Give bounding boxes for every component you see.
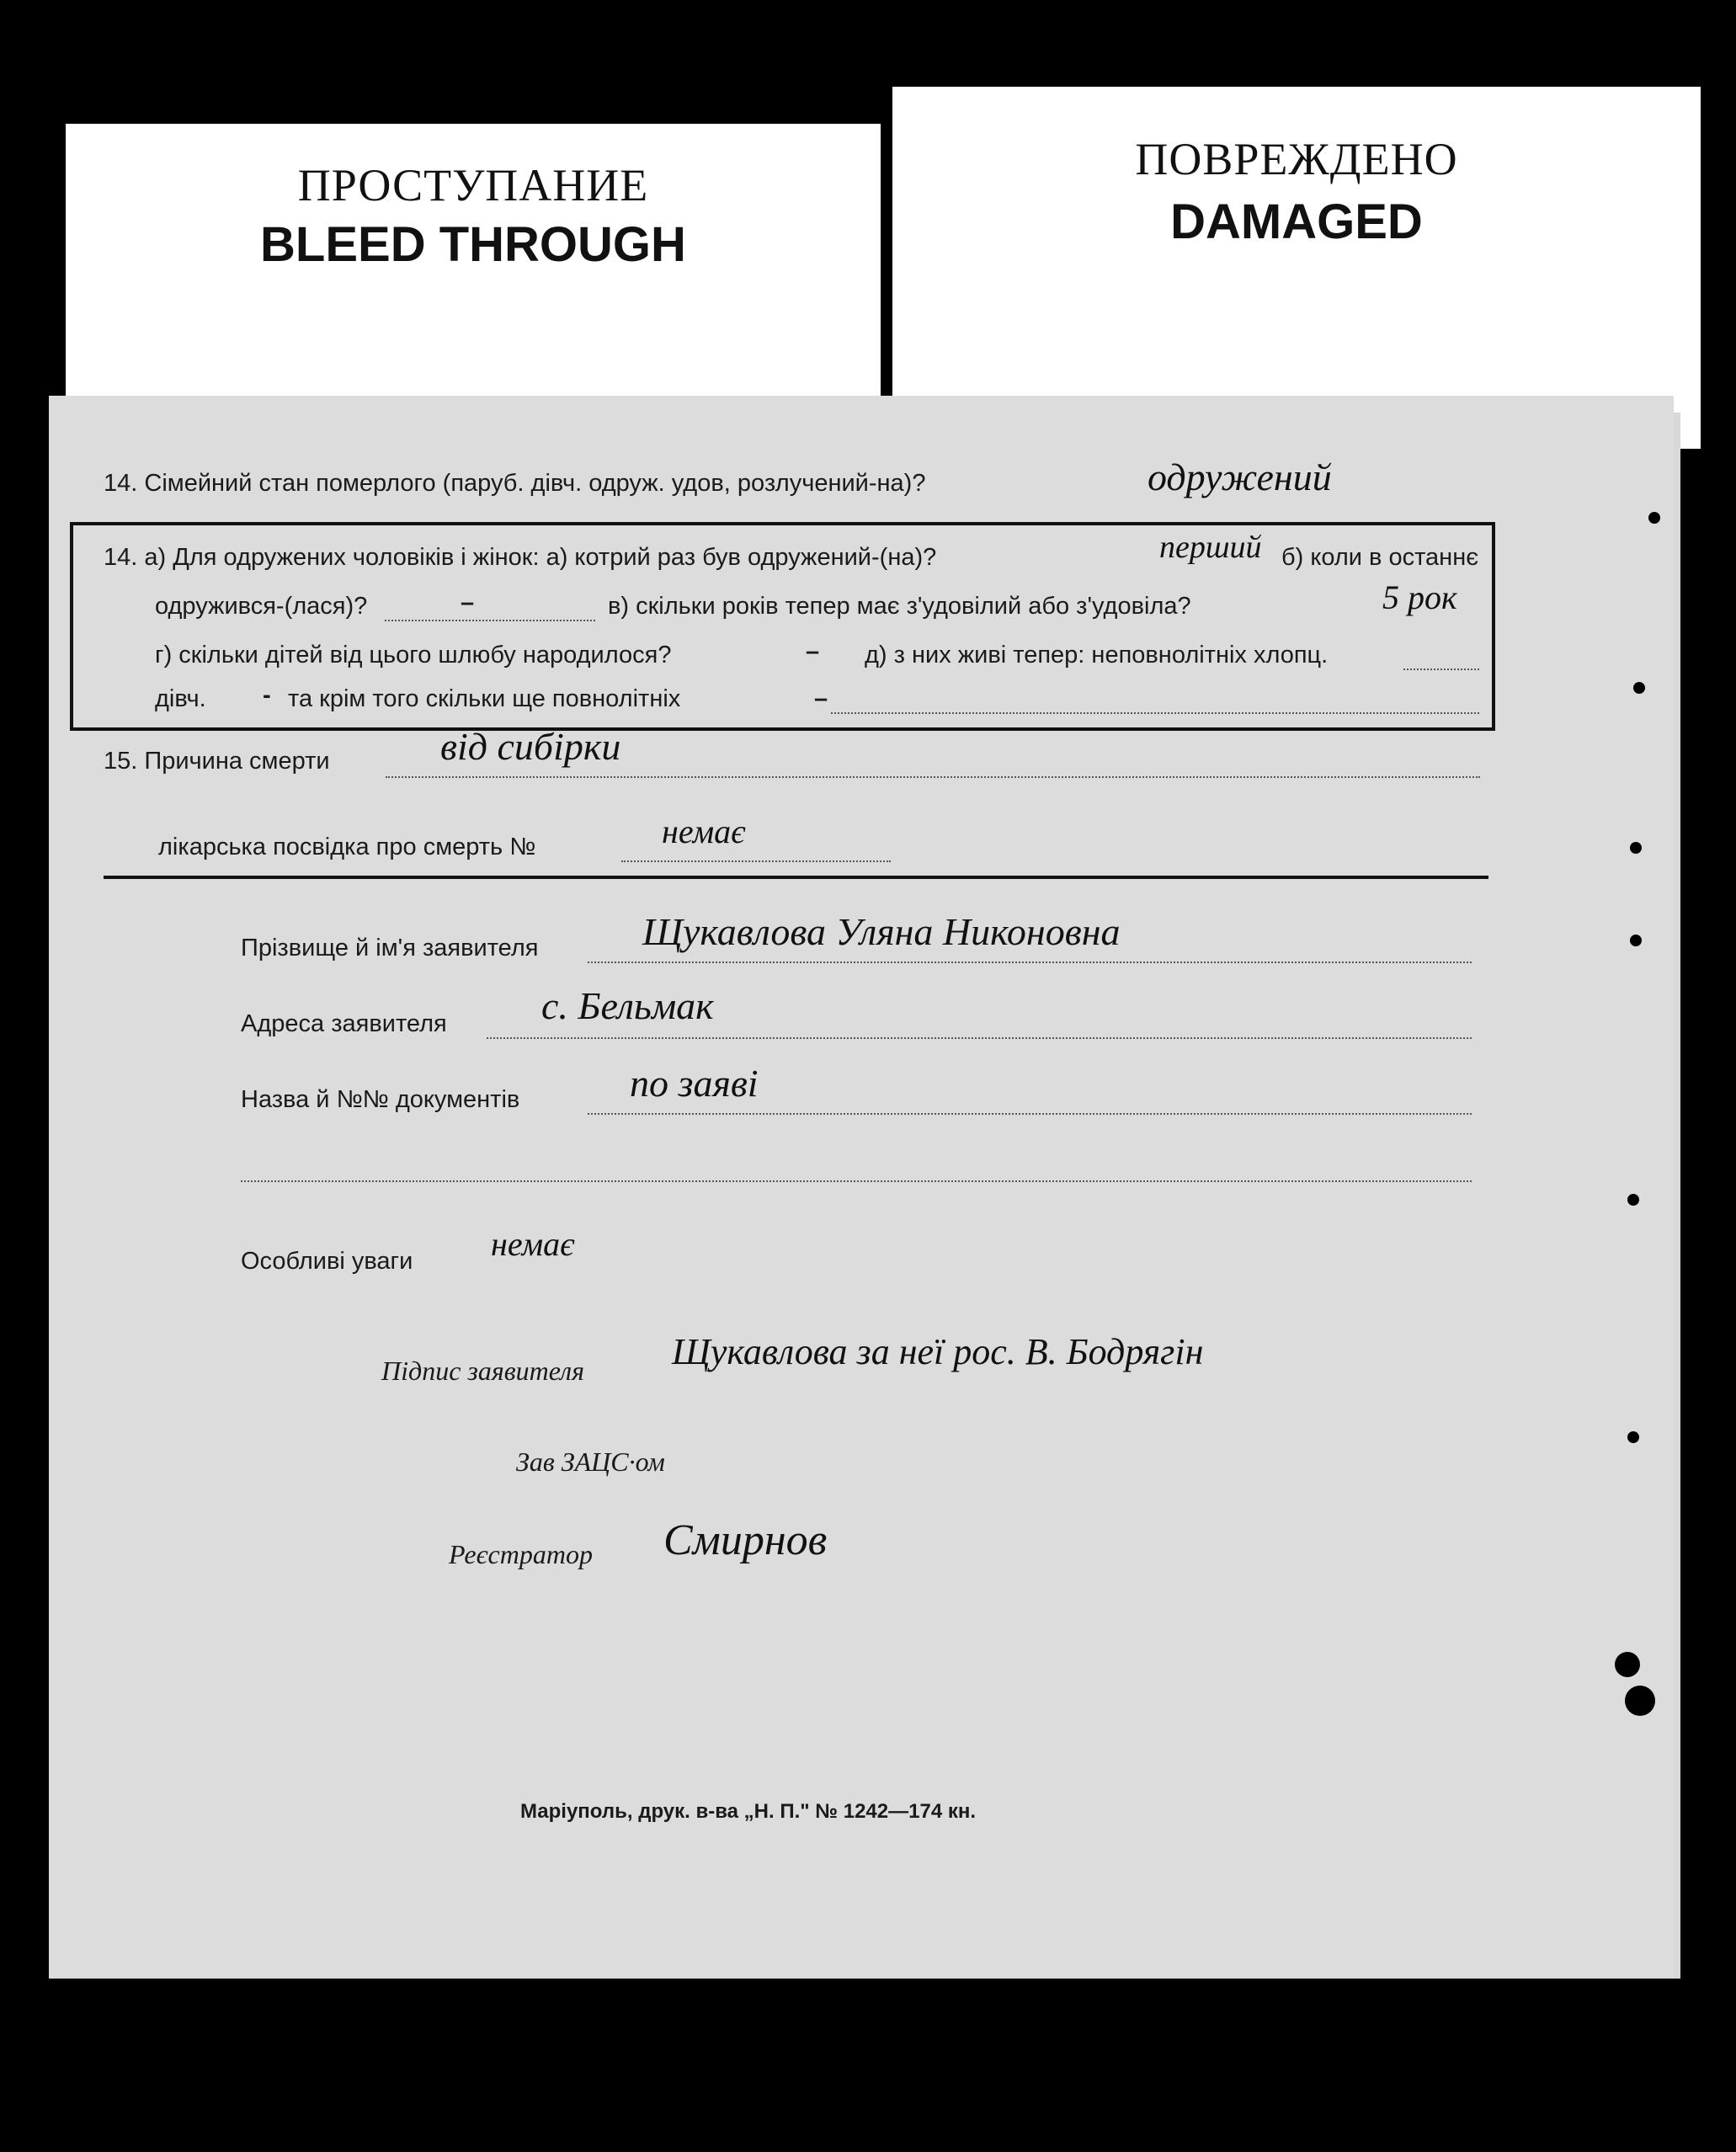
cause-of-death-value: від сибірки <box>440 725 621 768</box>
binder-hole <box>1633 682 1645 694</box>
medical-certificate-value: немає <box>662 812 746 850</box>
documents-value: по заяві <box>630 1062 759 1105</box>
marital-status-value: одружений <box>1148 455 1332 498</box>
marital-status-label: 14. Сімейний стан померлого (паруб. дівч. одруж. удов, розлучений-на)? <box>104 470 926 497</box>
applicant-name-value: Щукавлова Уляна Никоновна <box>642 910 1121 953</box>
death-record-form <box>49 396 1674 1979</box>
widowhood-years-label: в) скільки років тепер має з'удовілий або з'удовіла? <box>608 593 1191 620</box>
children-born-value: – <box>806 638 820 665</box>
daughters-label: дівч. <box>155 685 206 712</box>
documents-label: Назва й №№ документів <box>241 1086 520 1113</box>
registrar-label: Реєстратор <box>449 1539 593 1569</box>
applicant-name-label: Прізвище й ім'я заявителя <box>241 935 539 961</box>
medical-certificate-label: лікарська посвідка про смерть № <box>158 834 536 860</box>
applicant-address-label: Адреса заявителя <box>241 1010 447 1037</box>
binder-hole <box>1648 512 1660 524</box>
marriage-details-box <box>70 522 1495 731</box>
registrar-signature-value: Смирнов <box>663 1516 828 1564</box>
binder-hole <box>1627 1431 1639 1443</box>
cause-of-death-label: 15. Причина смерти <box>104 748 330 775</box>
marriage-count-label: 14. а) Для одружених чоловіків і жінок: а) котрий раз був одружений-(на)? <box>104 544 937 571</box>
binder-hole <box>1627 1194 1639 1206</box>
applicant-signature-value: Щукавлова за неї рос. В. Бодрягін <box>672 1331 1204 1372</box>
last-married-label: одружився-(лася)? <box>155 593 368 620</box>
marriage-count-value: перший <box>1159 530 1262 565</box>
widowhood-years-value: 5 рок <box>1382 578 1457 616</box>
binder-hole <box>1615 1652 1640 1677</box>
children-born-label: г) скільки дітей від цього шлюбу народилося? <box>155 642 672 669</box>
adult-children-label: та крім того скільки ще повнолітніх <box>288 685 681 712</box>
binder-hole <box>1630 935 1642 946</box>
binder-hole <box>1630 842 1642 854</box>
daughters-value: - <box>263 682 271 709</box>
bleed-through-en: BLEED THROUGH <box>260 217 686 272</box>
special-notes-label: Особливі уваги <box>241 1248 413 1275</box>
printer-imprint: Маріуполь, друк. в-ва „Н. П." № 1242—174 кн. <box>520 1800 977 1823</box>
binder-hole <box>1625 1686 1655 1716</box>
registry-head-label: Зав ЗАЦС·ом <box>516 1446 665 1477</box>
last-marriage-label: б) коли в останнє <box>1281 544 1479 571</box>
last-married-value: – <box>461 589 475 616</box>
damaged-en: DAMAGED <box>1170 194 1423 249</box>
applicant-address-value: с. Бельмак <box>541 984 714 1027</box>
section-rule <box>104 876 1488 879</box>
children-alive-label: д) з них живі тепер: неповнолітніх хлопц. <box>865 642 1329 669</box>
damaged-ru: ПОВРЕЖДЕНО <box>1135 134 1458 184</box>
bleed-through-slip <box>66 124 881 435</box>
special-notes-value: немає <box>491 1225 575 1263</box>
bleed-through-ru: ПРОСТУПАНИЕ <box>297 160 649 210</box>
damaged-slip <box>892 87 1701 449</box>
applicant-signature-label: Підпис заявителя <box>381 1356 584 1386</box>
adult-children-value: – <box>814 685 828 712</box>
